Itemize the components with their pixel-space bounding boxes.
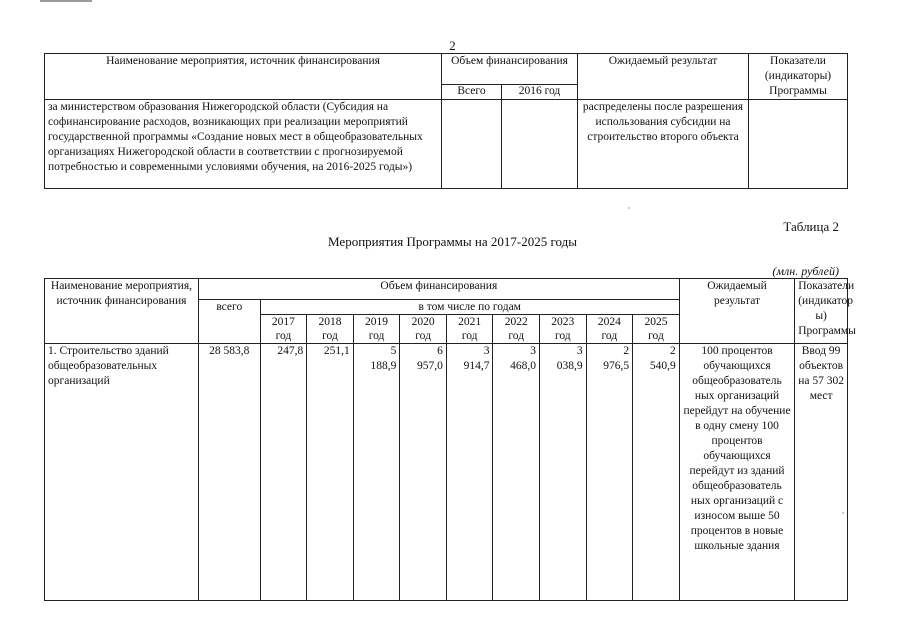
table-2	[44, 278, 856, 601]
year-value-line: 247,8	[277, 345, 304, 357]
year-value-line: 540,9	[649, 360, 676, 372]
year-header-2018: 2018	[307, 315, 354, 330]
year-value-line: 188,9	[370, 360, 397, 372]
year-value-2018	[307, 344, 354, 601]
table-1-header-row	[45, 54, 848, 85]
year-suffix-2017: год	[260, 329, 307, 344]
year-header-2021: 2021	[446, 315, 493, 330]
table-caption: Таблица 2	[783, 219, 839, 234]
t2-header-indicators: Показатели (индикатор ы) Программы	[795, 279, 848, 344]
year-value-line: 6	[437, 345, 443, 357]
year-value-line: 3	[483, 345, 490, 357]
year-value-2017	[260, 344, 307, 601]
table-1	[44, 53, 848, 189]
year-value-line: 976,5	[603, 360, 630, 372]
year-header-2025: 2025	[633, 315, 680, 330]
year-header-2024: 2024	[586, 315, 633, 330]
t1-header-year: 2016 год	[502, 85, 578, 100]
year-header-2017: 2017	[260, 315, 307, 330]
t1-header-result: Ожидаемый результат	[578, 54, 749, 100]
year-value-line: 3	[530, 345, 537, 357]
year-value-line: 038,9	[556, 360, 583, 372]
t2-header-funding: Объем финансирования	[198, 279, 679, 300]
year-value-2025	[633, 344, 680, 601]
year-suffix-2023: год	[540, 329, 587, 344]
t1-row-indicators	[749, 100, 848, 189]
t2-row-indicators: Ввод 99 объектов на 57 302 мест	[795, 344, 848, 601]
year-value-2020	[400, 344, 447, 601]
t1-header-total: Всего	[442, 85, 502, 100]
t2-header-total: всего	[198, 300, 260, 344]
t1-row-year	[502, 100, 578, 189]
year-value-2022	[493, 344, 540, 601]
table-2-header-row	[45, 279, 848, 300]
page-number: 2	[449, 38, 456, 53]
t2-row-result: 100 процентов обучающихся общеобразователь ных организаций перейдут на обучение в одну смену 100 процентов обучающихся перейдут из зданий общеобразователь ных организаций с износом выше 50 процентов в новые школьные здания	[679, 344, 794, 601]
year-header-2023: 2023	[540, 315, 587, 330]
year-suffix-2022: год	[493, 329, 540, 344]
year-value-2021	[446, 344, 493, 601]
t1-row-name: за министерством образования Нижегородской области (Субсидия на софинансирование расходов, возникающих при реализации мероприятий государственной программы «Создание новых мест в общеобразовательных организациях Нижегородской области в соответствии с прогнозируемой потребностью и современными условиями обучения, на 2016-2025 годы»)	[45, 100, 442, 189]
year-value-line: 914,7	[463, 360, 490, 372]
year-value-line: 2	[670, 345, 676, 357]
year-suffix-2020: год	[400, 329, 447, 344]
year-suffix-2018: год	[307, 329, 354, 344]
year-value-line: 957,0	[417, 360, 443, 372]
scan-speck	[628, 207, 630, 209]
scan-speck	[842, 512, 844, 514]
year-value-line: 3	[576, 345, 583, 357]
year-value-line: 468,0	[510, 360, 537, 372]
year-header-2022: 2022	[493, 315, 540, 330]
year-value-2024	[586, 344, 633, 601]
year-header-2020: 2020	[400, 315, 447, 330]
t2-header-by-years: в том числе по годам	[260, 300, 679, 315]
year-value-2019	[353, 344, 400, 601]
table-row	[45, 344, 848, 601]
scan-corner-mark	[40, 0, 92, 2]
year-suffix-2025: год	[633, 329, 680, 344]
year-value-line: 5	[390, 345, 397, 357]
t1-row-result: распределены после разрешения использования субсидии на строительство второго объекта	[578, 100, 749, 189]
units-note: (млн. рублей)	[772, 264, 839, 278]
t1-row-total	[442, 100, 502, 189]
t1-header-indicators: Показатели (индикаторы) Программы	[749, 54, 848, 100]
t2-row-total: 28 583,8	[198, 344, 260, 601]
t1-header-funding: Объем финансирования	[442, 54, 578, 85]
year-header-2019: 2019	[353, 315, 400, 330]
t2-header-result: Ожидаемый результат	[679, 279, 794, 344]
t2-header-name: Наименование мероприятия, источник финансирования	[45, 279, 199, 344]
year-suffix-2019: год	[353, 329, 400, 344]
t1-header-name: Наименование мероприятия, источник финансирования	[45, 54, 442, 100]
year-value-2023	[540, 344, 587, 601]
year-suffix-2024: год	[586, 329, 633, 344]
year-value-line: 2	[623, 345, 630, 357]
table-title: Мероприятия Программы на 2017-2025 годы	[328, 234, 577, 249]
year-suffix-2021: год	[446, 329, 493, 344]
year-value-line: 251,1	[323, 345, 350, 357]
table-row	[45, 100, 848, 189]
t2-row-name: 1. Строительство зданий общеобразовательных организаций	[45, 344, 199, 601]
